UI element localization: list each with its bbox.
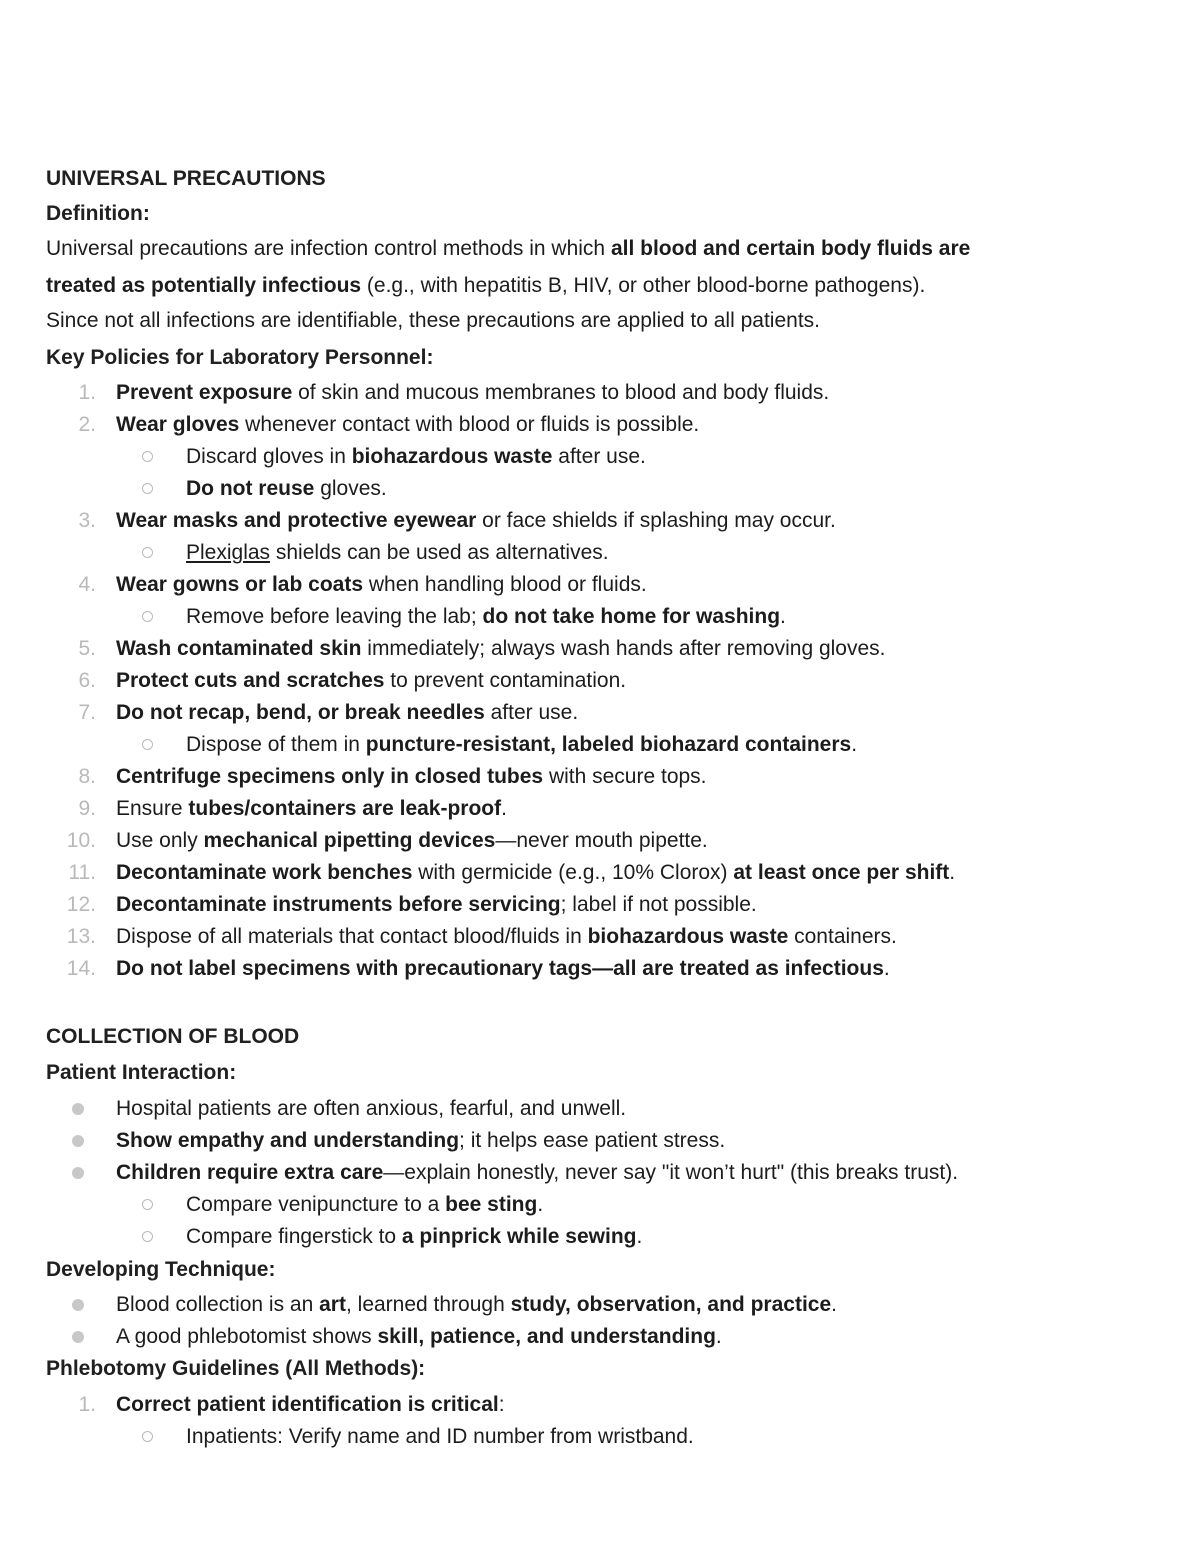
bold-text: biohazardous waste — [351, 445, 553, 468]
bold-text: Decontaminate work benches — [116, 861, 413, 884]
text: . — [883, 957, 890, 980]
hollow-bullet-icon — [142, 451, 153, 462]
bold-text: Wear gowns or lab coats — [116, 573, 364, 596]
list-number: 14. — [66, 957, 96, 980]
text: Compare fingerstick to — [186, 1225, 402, 1248]
text: . — [831, 1293, 837, 1316]
text: gloves. — [314, 477, 387, 500]
sub-list-item — [186, 538, 609, 568]
bold-text: mechanical pipetting devices — [203, 829, 496, 852]
definition-label: Definition: — [46, 202, 150, 225]
list-number: 4. — [78, 573, 96, 596]
bold-text: skill, patience, and understanding — [377, 1325, 716, 1348]
list-item — [78, 634, 886, 664]
list-item — [78, 570, 647, 600]
key-policies-label: Key Policies for Laboratory Personnel: — [46, 346, 434, 369]
sub-list-item — [186, 1190, 543, 1220]
text: Blood collection is an — [116, 1293, 320, 1316]
list-item — [78, 698, 579, 728]
bold-text: Children require extra care — [116, 1161, 384, 1184]
list-item — [78, 666, 627, 696]
developing-technique-label: Developing Technique: — [46, 1258, 276, 1281]
text: ; label if not possible. — [560, 893, 757, 916]
bold-text: Wear gloves — [116, 413, 240, 436]
bold-text: Do not label specimens with precautionary tags—all are treated as infectious — [116, 957, 884, 980]
text: containers. — [788, 925, 897, 948]
hollow-bullet-icon — [142, 739, 153, 750]
text: whenever contact with blood or fluids is possible. — [239, 413, 700, 436]
definition-line-3: Since not all infections are identifiable, these precautions are applied to all patients. — [46, 309, 820, 332]
bold-text: Wear masks and protective eyewear — [116, 509, 477, 532]
patient-interaction-label: Patient Interaction: — [46, 1061, 237, 1084]
list-item — [78, 410, 700, 440]
text: Dispose of all materials that contact blood/fluids in — [116, 925, 588, 948]
hollow-bullet-icon — [142, 547, 153, 558]
bold-text: Wash contaminated skin — [116, 637, 362, 660]
text: Remove before leaving the lab; — [186, 605, 483, 628]
text: . — [780, 605, 786, 628]
filled-bullet-icon — [72, 1331, 84, 1343]
list-item — [66, 954, 890, 984]
list-number: 3. — [78, 509, 96, 532]
text: or face shields if splashing may occur. — [476, 509, 836, 532]
bold-text: Do not reuse — [186, 477, 315, 500]
list-item — [78, 794, 507, 824]
list-number: 9. — [78, 797, 96, 820]
hollow-bullet-icon — [142, 1199, 153, 1210]
text: with secure tops. — [543, 765, 707, 788]
bold-text: Correct patient identification is critical — [116, 1393, 499, 1416]
text: Hospital patients are often anxious, fearful, and unwell. — [116, 1097, 627, 1120]
text: with germicide (e.g., 10% Clorox) — [412, 861, 734, 884]
phlebotomy-guidelines-label: Phlebotomy Guidelines (All Methods): — [46, 1357, 426, 1380]
list-item — [116, 1290, 837, 1320]
text: Inpatients: Verify name and ID number from wristband. — [186, 1425, 694, 1448]
bold-text: do not take home for washing — [482, 605, 781, 628]
list-item — [78, 1390, 505, 1420]
text: ; it helps ease patient stress. — [459, 1129, 726, 1152]
bold-text: Decontaminate instruments before servicing — [116, 893, 561, 916]
hollow-bullet-icon — [142, 1231, 153, 1242]
text: . — [851, 733, 858, 756]
filled-bullet-icon — [72, 1167, 84, 1179]
text: shields can be used as alternatives. — [270, 541, 609, 564]
list-number: 8. — [78, 765, 96, 788]
text: Ensure — [116, 797, 189, 820]
bold-text: a pinprick while sewing — [401, 1225, 637, 1248]
bold-text: Centrifuge specimens only in closed tubes — [116, 765, 544, 788]
text: —explain honestly, never say "it won’t hurt" (this breaks trust). — [383, 1161, 959, 1184]
text: Discard gloves in — [186, 445, 352, 468]
hollow-bullet-icon — [142, 483, 153, 494]
text: . — [501, 797, 507, 820]
list-number: 1. — [78, 381, 96, 404]
text: Use only — [116, 829, 204, 852]
bold-text: tubes/containers are leak-proof — [188, 797, 502, 820]
text: : — [498, 1393, 505, 1416]
hollow-bullet-icon — [142, 611, 153, 622]
text: when handling blood or fluids. — [363, 573, 647, 596]
text: . — [949, 861, 956, 884]
filled-bullet-icon — [72, 1103, 84, 1115]
bold-text: Do not recap, bend, or break needles — [116, 701, 485, 724]
list-number: 6. — [78, 669, 96, 692]
list-number: 1. — [78, 1393, 96, 1416]
text: . — [715, 1325, 722, 1348]
sub-list-item — [186, 730, 857, 760]
list-item — [116, 1322, 722, 1352]
definition-line-1: Universal precautions are infection control methods in which all blood and certain body fluids are — [46, 237, 971, 260]
list-number: 10. — [66, 829, 96, 852]
section-title-universal-precautions: UNIVERSAL PRECAUTIONS — [46, 167, 326, 190]
bold-text: bee sting — [445, 1193, 538, 1216]
list-number: 12. — [66, 893, 96, 916]
text: —never mouth pipette. — [495, 829, 708, 852]
bold-text: Show empathy and understanding — [116, 1129, 460, 1152]
text: after use. — [484, 701, 579, 724]
underlined-text: Plexiglas — [186, 541, 271, 564]
text: Dispose of them in — [186, 733, 366, 756]
text: . — [636, 1225, 643, 1248]
text: . — [537, 1193, 544, 1216]
list-number: 7. — [78, 701, 96, 724]
hollow-bullet-icon — [142, 1431, 153, 1442]
text: of skin and mucous membranes to blood and body fluids. — [292, 381, 830, 404]
text: after use. — [552, 445, 646, 468]
bold-text: Protect cuts and scratches — [116, 669, 385, 692]
text: A good phlebotomist shows — [116, 1325, 378, 1348]
sub-list-item — [186, 442, 646, 472]
bold-text: at least once per shift — [733, 861, 950, 884]
filled-bullet-icon — [72, 1299, 84, 1311]
list-item — [78, 378, 830, 408]
text: , learned through — [345, 1293, 511, 1316]
bold-text: puncture-resistant, labeled biohazard containers — [365, 733, 852, 756]
list-item — [116, 1158, 958, 1188]
bold-text: art — [319, 1293, 346, 1316]
list-item — [66, 922, 897, 952]
filled-bullet-icon — [72, 1135, 84, 1147]
text: to prevent contamination. — [384, 669, 627, 692]
list-item — [78, 762, 707, 792]
list-number: 5. — [78, 637, 96, 660]
sub-list-item — [186, 602, 786, 632]
list-item — [66, 826, 708, 856]
bold-text: study, observation, and practice — [510, 1293, 832, 1316]
list-number: 13. — [66, 925, 96, 948]
list-item — [68, 858, 956, 888]
section-title-collection-of-blood: COLLECTION OF BLOOD — [46, 1025, 300, 1048]
list-item — [78, 506, 836, 536]
list-item — [116, 1094, 626, 1124]
bold-text: biohazardous waste — [587, 925, 789, 948]
sub-list-item — [186, 474, 387, 504]
sub-list-item — [186, 1222, 642, 1252]
bold-text: Prevent exposure — [116, 381, 293, 404]
text: Compare venipuncture to a — [186, 1193, 446, 1216]
sub-list-item — [186, 1422, 694, 1452]
list-item — [66, 890, 757, 920]
list-number: 11. — [68, 861, 96, 884]
text: immediately; always wash hands after removing gloves. — [361, 637, 886, 660]
list-number: 2. — [78, 413, 96, 436]
list-item — [116, 1126, 725, 1156]
definition-line-2: treated as potentially infectious (e.g., with hepatitis B, HIV, or other blood-borne pathogens). — [46, 274, 926, 297]
